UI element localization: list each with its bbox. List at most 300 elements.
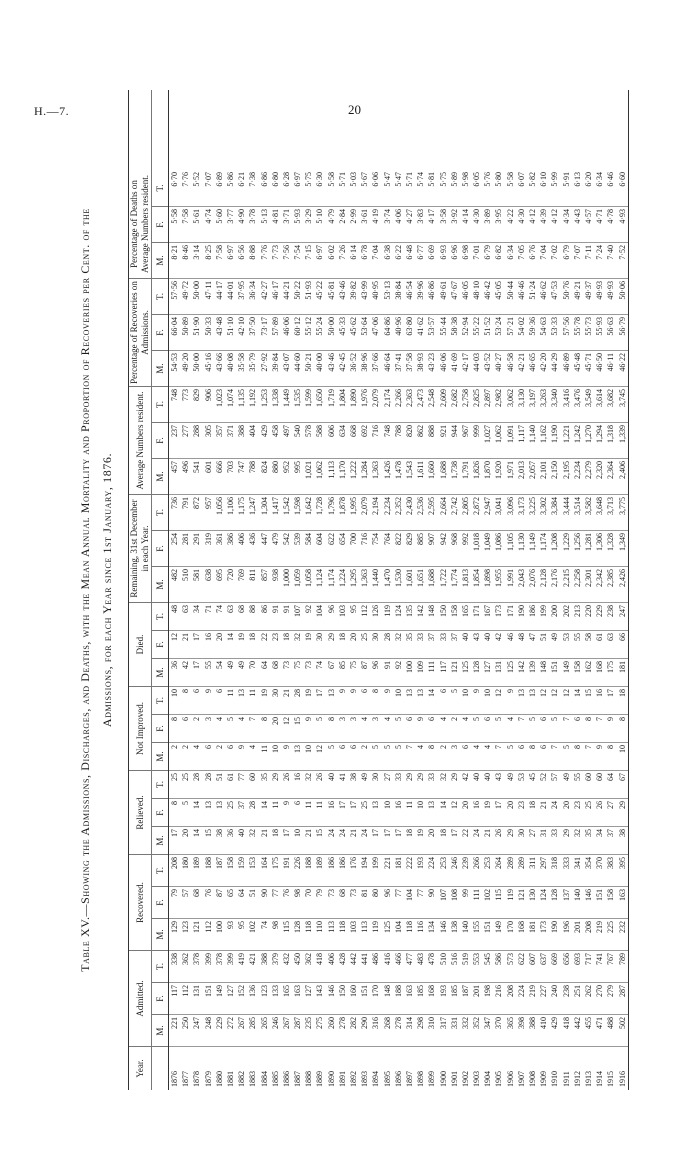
- table-cell: 18: [281, 630, 292, 658]
- table-cell: 47·67: [449, 278, 460, 314]
- table-cell: 8: [326, 714, 337, 742]
- table-cell: 1,791: [460, 458, 471, 494]
- table-cell: 8: [370, 686, 381, 714]
- table-cell: 1,599: [303, 386, 314, 422]
- table-cell: 1,971: [505, 458, 516, 494]
- table-cell: 12: [281, 714, 292, 742]
- table-cell: 365: [505, 1014, 516, 1046]
- table-cell: 4: [460, 714, 471, 742]
- subheader-f: F.: [152, 422, 168, 458]
- table-cell: 6: [203, 742, 214, 770]
- table-cell: 3,384: [549, 494, 560, 530]
- table-cell: 4·12: [549, 206, 560, 242]
- table-cell: 442: [348, 950, 359, 982]
- table-cell: 148: [382, 982, 393, 1014]
- table-cell: 7·58: [180, 206, 191, 242]
- table-cell: 510: [180, 566, 191, 602]
- table-cell: 49·72: [180, 278, 191, 314]
- table-cell: 138: [449, 918, 460, 950]
- table-cell: 213: [572, 602, 583, 630]
- table-cell: 450: [292, 950, 303, 982]
- table-cell: 1,535: [292, 386, 303, 422]
- table-cell: 341: [572, 854, 583, 886]
- table-cell: 26: [493, 826, 504, 854]
- table-cell: 52: [538, 770, 549, 798]
- table-cell: 260: [326, 1014, 337, 1046]
- table-cell: 1,023: [214, 386, 225, 422]
- table-cell: 1,056: [214, 494, 225, 530]
- table-cell: 1,247: [247, 494, 258, 530]
- table-cell: 479: [270, 530, 281, 566]
- table-cell: 789: [617, 950, 628, 982]
- table-cell: 165: [460, 602, 471, 630]
- subheader-m: M.: [152, 350, 168, 386]
- table-cell: 146: [583, 886, 594, 918]
- table-cell: 146: [438, 918, 449, 950]
- table-cell: 6·02: [326, 242, 337, 278]
- table-cell: 7·38: [248, 172, 258, 187]
- table-cell: 285: [247, 1014, 258, 1046]
- table-cell: 77: [236, 770, 247, 798]
- table-cell: 173: [538, 918, 549, 950]
- table-cell: 5·52: [192, 172, 202, 187]
- table-cell: 275: [314, 1014, 325, 1046]
- header-recovered: Recovered.: [129, 854, 151, 950]
- header-pct-recoveries: Percentage of Recoveries on Admissions.: [129, 278, 151, 386]
- table-cell: 20: [348, 630, 359, 658]
- table-cell: 5·58: [169, 206, 180, 242]
- table-cell: 1,049: [482, 530, 493, 566]
- table-cell: 5: [449, 686, 460, 714]
- table-cell: 458: [270, 422, 281, 458]
- subheader-t: T.: [152, 602, 168, 630]
- header-remaining: Remaining, 31st December in each Year.: [129, 494, 151, 602]
- subheader-m: M.: [152, 918, 168, 950]
- table-cell: 1,774: [449, 566, 460, 602]
- table-cell-year: 1896: [393, 1046, 404, 1090]
- table-cell: 1,130: [516, 530, 527, 566]
- table-cell: 2,548: [426, 386, 437, 422]
- table-cell: 40: [482, 770, 493, 798]
- table-cell: 5·74: [416, 172, 426, 187]
- table-cell: 5·60: [214, 206, 225, 242]
- table-cell: 1,426: [382, 458, 393, 494]
- table-cell: 98: [292, 886, 303, 918]
- table-cell: 32: [438, 770, 449, 798]
- table-cell: 219: [527, 982, 538, 1014]
- table-cell: 1,890: [348, 386, 359, 422]
- table-row: [169, 90, 180, 1090]
- table-cell: 46·11: [605, 350, 616, 386]
- table-cell: 4: [471, 742, 482, 770]
- table-cell: 2,076: [527, 566, 538, 602]
- table-cell-year: 1890: [326, 1046, 337, 1090]
- table-cell: 588: [314, 422, 325, 458]
- table-cell: 199: [538, 602, 549, 630]
- table-cell: 967: [460, 422, 471, 458]
- table-cell: 289: [505, 854, 516, 886]
- table-cell: 2,872: [471, 494, 482, 530]
- table-cell: 429: [549, 1014, 560, 1046]
- table-cell: 2,266: [393, 386, 404, 422]
- table-cell: 386: [225, 530, 236, 566]
- table-cell: 104: [314, 602, 325, 630]
- table-cell: 50·22: [292, 278, 303, 314]
- table-cell: 175: [605, 658, 616, 686]
- table-cell: 1,898: [482, 566, 493, 602]
- table-cell: 45·81: [326, 278, 337, 314]
- table-cell: 19: [303, 686, 314, 714]
- table-cell: 18: [270, 826, 281, 854]
- table-cell: 40: [326, 770, 337, 798]
- table-cell: 6: [404, 714, 415, 742]
- table-cell: 55·44: [438, 314, 449, 350]
- table-row: [594, 90, 605, 1090]
- table-row: [337, 90, 348, 1090]
- table-cell: 36: [225, 826, 236, 854]
- table-cell: 29: [270, 770, 281, 798]
- table-cell: 185: [449, 982, 460, 1014]
- table-cell: 70: [247, 658, 258, 686]
- table-cell: 264: [493, 854, 504, 886]
- table-cell: 73: [281, 658, 292, 686]
- table-cell: 1,722: [438, 566, 449, 602]
- table-cell: 3,582: [583, 494, 594, 530]
- table-cell: 829: [191, 386, 202, 422]
- table-cell: 64·86: [382, 314, 393, 350]
- table-cell: 10: [393, 686, 404, 714]
- table-cell: 110: [314, 918, 325, 950]
- table-cell: 117: [438, 658, 449, 686]
- table-cell: 5·67: [360, 172, 370, 187]
- table-cell: 176: [348, 854, 359, 886]
- table-cell: 54·63: [538, 314, 549, 350]
- table-cell: 1,270: [583, 422, 594, 458]
- table-cell: 131: [191, 982, 202, 1014]
- table-cell: 47·06: [370, 314, 381, 350]
- table-cell: 1,478: [393, 458, 404, 494]
- table-cell: 4: [359, 714, 370, 742]
- table-cell: 1,642: [303, 494, 314, 530]
- table-cell: 1,804: [337, 386, 348, 422]
- table-cell: 126: [370, 602, 381, 630]
- table-cell: 91: [281, 602, 292, 630]
- table-cell: 347: [482, 1014, 493, 1046]
- table-cell: 4·74: [203, 206, 214, 242]
- table-cell: 3,775: [617, 494, 628, 530]
- table-cell: 31: [538, 826, 549, 854]
- table-cell: 70: [303, 886, 314, 918]
- table-cell: 23: [516, 798, 527, 826]
- table-caption: [74, 90, 118, 1090]
- table-cell: 59·36: [527, 314, 538, 350]
- table-cell: 224: [516, 982, 527, 1014]
- table-cell: 67: [617, 770, 628, 798]
- subheader-m: M.: [152, 742, 168, 770]
- table-cell: 73·17: [259, 314, 270, 350]
- table-cell: 87: [359, 658, 370, 686]
- table-cell: 3,062: [505, 386, 516, 422]
- table-cell: 8·88: [247, 242, 258, 278]
- table-cell: 1,105: [505, 530, 516, 566]
- subheader-f: F.: [152, 206, 168, 242]
- table-cell-year: 1910: [549, 1046, 560, 1090]
- table-cell: 693: [572, 950, 583, 982]
- table-cell: 119: [370, 918, 381, 950]
- table-cell: 52·94: [460, 314, 471, 350]
- table-cell: 5·99: [550, 172, 560, 187]
- table-cell: 163: [617, 886, 628, 918]
- table-row: [549, 90, 560, 1090]
- table-cell: 872: [191, 494, 202, 530]
- table-cell: 764: [382, 530, 393, 566]
- table-cell: 16: [203, 630, 214, 658]
- table-cell: 190: [549, 918, 560, 950]
- table-cell: 198: [482, 982, 493, 1014]
- table-cell: 18: [337, 630, 348, 658]
- table-cell: 148: [426, 602, 437, 630]
- table-cell: 240: [549, 982, 560, 1014]
- page-header-code: H.—7.: [34, 104, 70, 118]
- table-cell: 1,304: [259, 494, 270, 530]
- table-cell: 7·11: [583, 242, 594, 278]
- table-cell: 168: [594, 658, 605, 686]
- table-cell: 45: [527, 770, 538, 798]
- table-cell: 38: [214, 826, 225, 854]
- table-cell: 4·78: [605, 206, 616, 242]
- table-cell: 6·21: [237, 172, 247, 187]
- table-cell: 200: [549, 602, 560, 630]
- table-cell: 95: [236, 918, 247, 950]
- table-cell: 42·45: [337, 350, 348, 386]
- table-cell: 58·38: [449, 314, 460, 350]
- table-cell: 720: [225, 566, 236, 602]
- table-cell: 49: [225, 658, 236, 686]
- table-cell: 8: [583, 714, 594, 742]
- table-cell: 428: [337, 950, 348, 982]
- table-cell: 60·12: [292, 314, 303, 350]
- table-cell: 769: [236, 566, 247, 602]
- table-cell: 1,062: [493, 422, 504, 458]
- table-cell: 99: [460, 886, 471, 918]
- table-cell: 1,530: [393, 566, 404, 602]
- table-cell: 432: [281, 950, 292, 982]
- table-cell: 5·91: [561, 172, 571, 187]
- table-cell: 5·13: [259, 206, 270, 242]
- table-cell: 229: [214, 1014, 225, 1046]
- table-cell: 17: [314, 686, 325, 714]
- table-row: [203, 90, 214, 1090]
- table-cell: 9: [505, 686, 516, 714]
- table-cell: 124: [538, 886, 549, 918]
- table-cell: 4·79: [326, 206, 337, 242]
- table-cell: 91: [270, 602, 281, 630]
- table-cell: 11: [225, 686, 236, 714]
- table-cell: 20: [561, 798, 572, 826]
- table-cell: 151: [594, 886, 605, 918]
- table-cell: 3,648: [594, 494, 605, 530]
- table-cell: 125: [460, 658, 471, 686]
- table-cell: 3·29: [303, 206, 314, 242]
- table-cell: 7·01: [471, 242, 482, 278]
- table-cell: 1,651: [415, 566, 426, 602]
- table-cell-year: 1883: [247, 1046, 258, 1090]
- table-cell: 13: [404, 686, 415, 714]
- table-cell: 43: [493, 770, 504, 798]
- table-cell: 2,342: [594, 566, 605, 602]
- table-cell: 45·16: [203, 350, 214, 386]
- table-cell: 2,825: [471, 386, 482, 422]
- table-cell: 229: [594, 602, 605, 630]
- subheader-m: M.: [152, 826, 168, 854]
- table-cell: 27: [382, 770, 393, 798]
- table-cell: 142: [516, 658, 527, 686]
- table-cell: 100: [404, 658, 415, 686]
- table-cell-year: 1880: [214, 1046, 225, 1090]
- table-cell: 76: [281, 886, 292, 918]
- table-cell: 127: [303, 982, 314, 1014]
- table-cell: 581: [191, 566, 202, 602]
- table-cell: 7·15: [303, 242, 314, 278]
- table-cell: 388: [259, 950, 270, 982]
- table-cell-year: 1886: [281, 1046, 292, 1090]
- table-cell: 18: [617, 686, 628, 714]
- table-cell: 127: [482, 658, 493, 686]
- table-cell: 41·62: [415, 314, 426, 350]
- table-row: [617, 90, 628, 1090]
- table-cell-year: 1898: [415, 1046, 426, 1090]
- table-cell-year: 1882: [236, 1046, 247, 1090]
- table-cell: 6·48: [404, 242, 415, 278]
- table-cell: 74: [259, 918, 270, 950]
- table-cell-year: 1903: [471, 1046, 482, 1090]
- table-cell: 370: [594, 854, 605, 886]
- table-cell: 187: [214, 854, 225, 886]
- table-cell: 692: [359, 422, 370, 458]
- table-cell: 17: [337, 798, 348, 826]
- table-cell: 3,130: [516, 386, 527, 422]
- header-average-resident: Average Numbers resident.: [129, 386, 151, 494]
- table-cell: 14: [191, 826, 202, 854]
- subheader-t: T.: [152, 494, 168, 530]
- table-cell: 421: [247, 950, 258, 982]
- table-cell: 290: [359, 1014, 370, 1046]
- table-row: [482, 90, 493, 1090]
- table-cell: 952: [281, 458, 292, 494]
- table-cell: 1,149: [527, 530, 538, 566]
- table-cell: 46·86: [426, 278, 437, 314]
- table-cell: 38·96: [359, 350, 370, 386]
- table-cell-year: 1885: [270, 1046, 281, 1090]
- table-cell: 824: [259, 458, 270, 494]
- table-cell: 10: [617, 742, 628, 770]
- table-cell: 418: [561, 1014, 572, 1046]
- table-cell: 741: [594, 950, 605, 982]
- table-cell: 53·13: [382, 278, 393, 314]
- table-cell: 279: [605, 982, 616, 1014]
- table-cell: 4·39: [538, 206, 549, 242]
- table-cell: 42·21: [516, 350, 527, 386]
- table-cell: 13: [214, 798, 225, 826]
- subheader-m: M.: [152, 658, 168, 686]
- table-cell: 15: [292, 714, 303, 742]
- table-cell: 1,306: [594, 530, 605, 566]
- table-cell: 137: [561, 886, 572, 918]
- table-cell: 4·19: [370, 206, 381, 242]
- table-cell: 2,195: [561, 458, 572, 494]
- table-cell: 60: [594, 770, 605, 798]
- table-cell: 4: [191, 742, 202, 770]
- table-cell-year: 1904: [482, 1046, 493, 1090]
- table-cell: 2,194: [370, 494, 381, 530]
- table-cell: 3,416: [561, 386, 572, 422]
- table-cell: 34: [191, 602, 202, 630]
- table-cell: 33: [426, 770, 437, 798]
- table-row: [180, 90, 191, 1090]
- table-cell: 1,256: [572, 530, 583, 566]
- table-cell: 3,197: [527, 386, 538, 422]
- table-cell: 56·63: [605, 314, 616, 350]
- table-cell: 406: [236, 530, 247, 566]
- table-cell: 44·17: [214, 278, 225, 314]
- table-cell: 226: [292, 854, 303, 886]
- table-cell: 333: [561, 854, 572, 886]
- table-cell: 107: [292, 602, 303, 630]
- table-cell: 224: [426, 854, 437, 886]
- table-cell: 40·27: [493, 350, 504, 386]
- table-row: [191, 90, 202, 1090]
- table-cell: 17: [281, 826, 292, 854]
- table-cell: 45·71: [583, 350, 594, 386]
- table-cell: 8: [572, 742, 583, 770]
- table-cell: 3,713: [605, 494, 616, 530]
- table-cell: 748: [382, 422, 393, 458]
- table-cell: 21: [281, 686, 292, 714]
- table-cell: 24: [337, 826, 348, 854]
- table-cell: 3,514: [572, 494, 583, 530]
- table-cell: 2,043: [516, 566, 527, 602]
- table-cell: 4·43: [572, 206, 583, 242]
- table-cell: 371: [225, 422, 236, 458]
- table-cell: 135: [404, 602, 415, 630]
- table-cell: 1,870: [482, 458, 493, 494]
- table-cell: 13: [370, 798, 381, 826]
- table-cell: 1,135: [236, 386, 247, 422]
- table-cell: 30: [314, 630, 325, 658]
- table-cell: 265: [259, 1014, 270, 1046]
- table-cell: 40: [482, 630, 493, 658]
- table-cell: 49·61: [438, 278, 449, 314]
- table-cell: 442: [572, 1014, 583, 1046]
- table-cell: 128: [292, 918, 303, 950]
- table-cell: 6: [348, 742, 359, 770]
- table-cell: 118: [404, 918, 415, 950]
- table-cell: 12: [449, 798, 460, 826]
- table-cell: 888: [426, 422, 437, 458]
- table-cell: 5: [527, 714, 538, 742]
- table-cell: 2,897: [482, 386, 493, 422]
- table-cell: 471: [594, 1014, 605, 1046]
- table-cell: 44·29: [549, 350, 560, 386]
- table-row: [303, 90, 314, 1090]
- table-cell: 5: [393, 714, 404, 742]
- table-cell: 19: [482, 798, 493, 826]
- table-cell: 15: [583, 686, 594, 714]
- table-cell: 10: [303, 742, 314, 770]
- table-cell: 80: [370, 886, 381, 918]
- table-cell: 129: [169, 918, 180, 950]
- table-cell: 7·56: [281, 242, 292, 278]
